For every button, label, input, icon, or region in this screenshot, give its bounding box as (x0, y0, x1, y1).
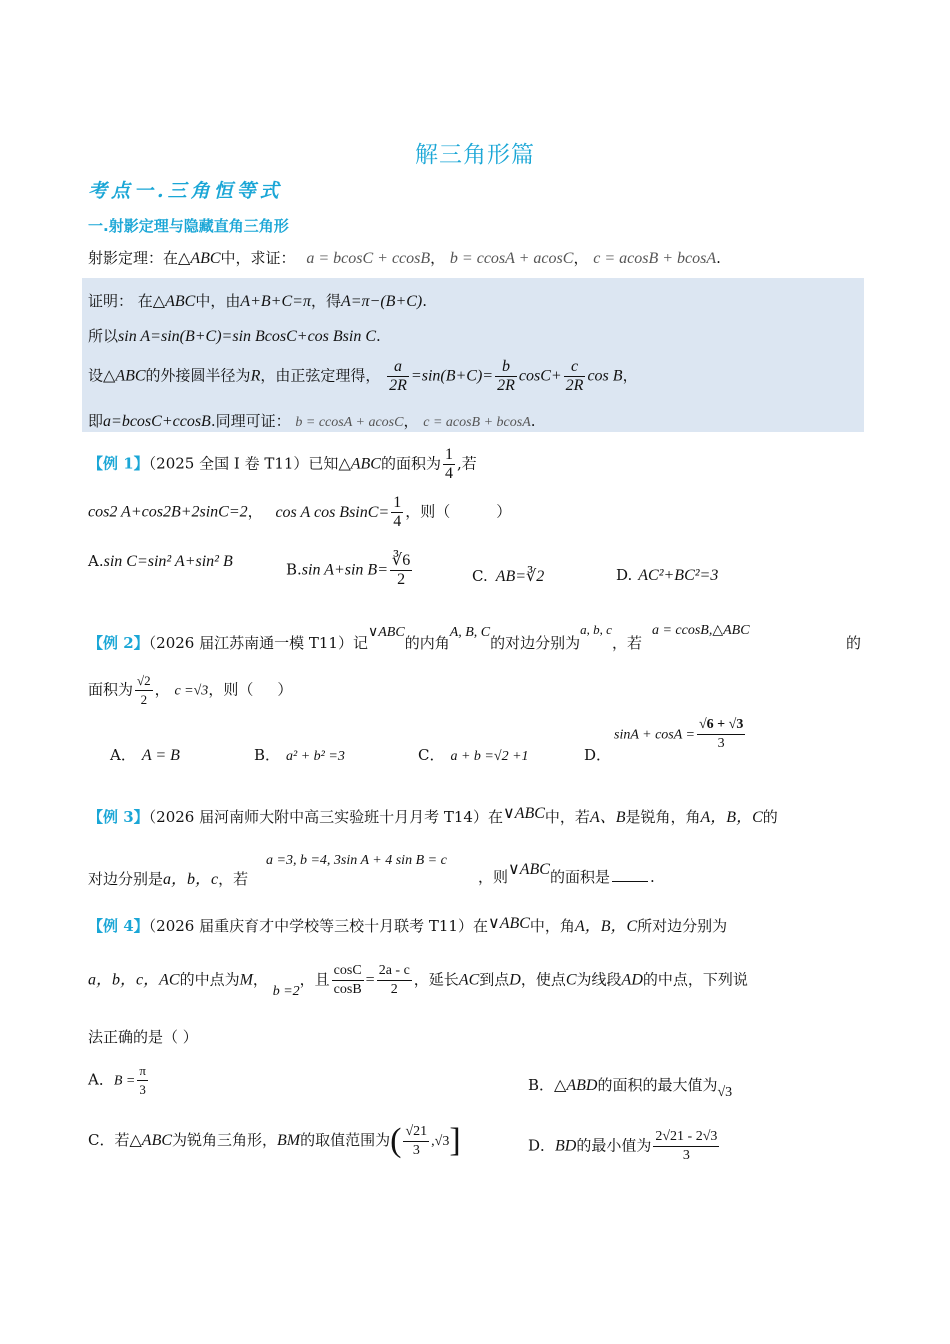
example-2-stem: 【例 2】（2026 届江苏南通一模 T11）记∨ABC的内角A, B, C的对边分别为a, b, c，若a = ccosB,△ABC (88, 622, 750, 652)
fraction-cosC-cosB: $\frac{\cos C}{\cos B}$ (333, 963, 362, 997)
answer-blank (612, 880, 648, 882)
example-1-stem: 【例 1】（2025 全国 I 卷 T11）已知△ABC的面积为 $\frac{1}{4}$ ,若 (88, 446, 477, 482)
fraction-2a-minus-c-over-2: $\frac{2a - c}{2}$ (378, 963, 410, 997)
fraction-sqrt21-over-3: $\frac{√21}{3}$ (405, 1123, 428, 1158)
example-1-option-c: C. AB=∛2 (472, 567, 545, 585)
proof-line-2: 所以sin A=sin(B+C)=sin BcosC+cos Bsin C. (88, 327, 381, 345)
example-2-option-d: D． (584, 746, 612, 764)
example-2-option-d-formula: sinA + cosA = $\frac{√6 + √3}{3}$ (614, 717, 744, 751)
fraction-one-quarter: $\frac{1}{4}$ (444, 446, 453, 482)
fraction-cuberoot6-2: $\frac{∛6}{2}$ (392, 552, 411, 588)
fraction-pi-over-3: $\frac{\pi}{3}$ (139, 1063, 146, 1097)
example-3-tag: 【例 3】 (88, 808, 149, 826)
example-2-option-c: C． a + b =√2 +1 (418, 746, 529, 764)
example-4-option-a: A．B = $\frac{\pi}{3}$ (88, 1063, 146, 1097)
example-2-tag: 【例 2】 (88, 634, 149, 652)
example-1-condition: cos2 A+cos2B+2sinC=2， cos A cos BsinC= $\frac{1}{4}$ ，则（ ） (88, 494, 512, 530)
example-4-option-d: D．BD的最小值为 $\frac{2√21 - 2√3}{3}$ (528, 1129, 718, 1163)
example-3-line-2-end: ，则∨ABC的面积是 . (478, 861, 655, 886)
left-paren: ( (390, 1122, 402, 1159)
example-3-line-2: 对边分别是a，b，c，若 (88, 870, 249, 888)
example-1-option-d: D. AC²+BC²=3 (616, 566, 719, 584)
example-4-tag: 【例 4】 (88, 917, 149, 935)
example-4-line-2: a，b，c，AC的中点为M， b =2，且 $\frac{\cos C}{\cos B}$ = $\frac{2a - c}{2}$ ，延长AC到点D，使点C为线段AD的中点，下列说 (88, 963, 748, 999)
example-2-option-b: B． a² + b² =3 (254, 746, 345, 764)
fraction-b-2R: $\frac{b}{2R}$ (497, 358, 515, 394)
example-2-stem-end: 的 (846, 634, 862, 652)
fraction-bd-min: $\frac{2√21 - 2√3}{3}$ (655, 1129, 718, 1163)
example-4-stem: 【例 4】（2026 届重庆育才中学校等三校十月联考 T11）在∨ABC中，角A，B，C所对边分别为 (88, 915, 728, 935)
example-3-stem: 【例 3】（2026 届河南师大附中高三实验班十月月考 T14）在∨ABC中，若A、B是锐角，角A，B，C的 (88, 805, 778, 826)
example-4-option-b: B．△ABD的面积的最大值为√3 (528, 1076, 733, 1100)
example-1-options: A.sin C=sin² A+sin² B (88, 552, 233, 570)
fraction-sqrt2-2: $\frac{√2}{2}$ (137, 673, 151, 707)
example-1-tag: 【例 1】 (88, 454, 149, 473)
example-4-line-3: 法正确的是（ ） (88, 1028, 198, 1046)
example-2-option-a: A． A = B (110, 746, 180, 764)
fraction-sqrt6-plus-sqrt3-over-3: $\frac{√6 + √3}{3}$ (699, 717, 744, 751)
example-1-option-b: B.sin A+sin B= $\frac{∛6}{2}$ (286, 552, 411, 588)
example-4-option-c: C．若△ABC为锐角三角形，BM的取值范围为( $\frac{√21}{3}$ ,√3] (88, 1122, 461, 1159)
theorem-line: 射影定理：在△ABC中，求证： a = bcosC + ccosB， b = ccosA + acosC， c = acosB + bcosA. (88, 249, 721, 267)
fraction-one-quarter-2: $\frac{1}{4}$ (393, 494, 402, 530)
page-title: 解三角形篇 (415, 142, 535, 168)
proof-line-3: 设△ABC的外接圆半径为R，由正弦定理得， $\frac{a}{2R}$ =sin(B+C)= $\frac{b}{2R}$ cosC+ $\frac{c}{2R}$ cos B， (88, 358, 638, 394)
right-bracket: ] (449, 1122, 461, 1159)
example-2-area: 面积为 $\frac{√2}{2}$ ， c =√3，则（ ） (88, 673, 293, 707)
section-heading: 考点一.三角恒等式 (88, 180, 283, 202)
proof-line-1: 证明： 在△ABC中，由A+B+C=π，得A=π−(B+C). (88, 292, 428, 310)
fraction-a-2R: $\frac{a}{2R}$ (389, 358, 407, 394)
fraction-c-2R: $\frac{c}{2R}$ (565, 358, 584, 394)
proof-line-4: 即a=bcosC+ccosB.同理可证： b = ccosA + acosC， c = acosB + bcosA. (88, 412, 536, 430)
example-3-condition: a =3, b =4, 3sin A + 4 sin B = c (266, 853, 447, 868)
subsection-heading: 一.射影定理与隐藏直角三角形 (88, 217, 289, 235)
